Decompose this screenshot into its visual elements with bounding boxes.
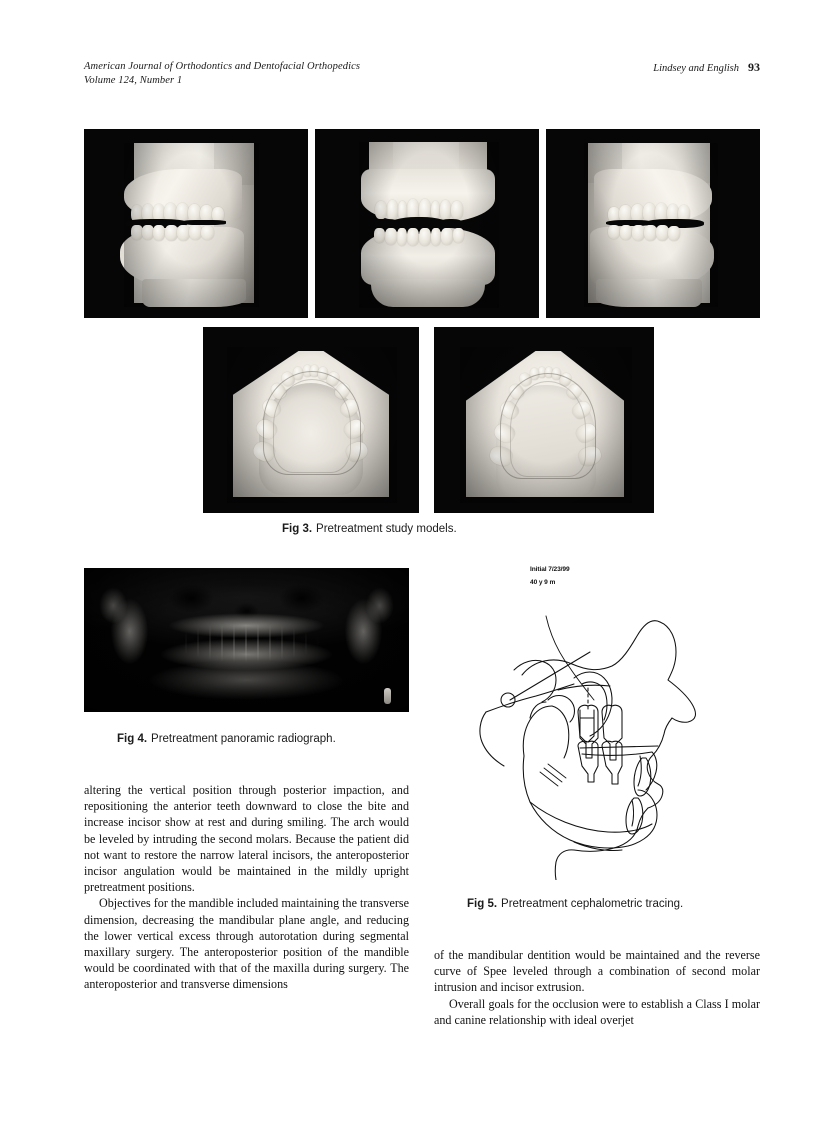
- volume-issue: Volume 124, Number 1: [84, 75, 183, 86]
- page-number: 93: [748, 60, 760, 74]
- running-head: [84, 60, 760, 92]
- fig5-label: Fig 5.: [467, 898, 498, 910]
- study-model-photo-left-lateral: [546, 129, 760, 318]
- running-head-left: [84, 60, 360, 88]
- fig3-caption-text: Pretreatment study models.: [316, 523, 457, 535]
- cephalometric-tracing-svg: [462, 560, 762, 880]
- right-paragraph-2: Overall goals for the occlusion were to establish a Class I molar and canine relationship with ideal overjet: [434, 996, 760, 1027]
- right-paragraph-1: of the mandibular dentition would be maintained and the reverse curve of Spee leveled through a combination of second molar intrusion and incisor extrusion.: [434, 948, 760, 995]
- fig4-caption: [117, 732, 336, 747]
- study-model-photo-right-lateral: [84, 129, 308, 318]
- ceph-annotation-initial: Initial 7/23/99: [530, 566, 570, 573]
- left-paragraph-2: Objectives for the mandible included maintaining the transverse dimension, decreasing the mandibular plane angle, and reducing the lower vertical excess through autorotation during segmental maxillary surgery. The anteroposterior position of the mandible would be coordinated with that of the maxilla during surgery. The anteroposterior and transverse dimensions: [84, 896, 409, 992]
- running-head-right: [653, 60, 760, 76]
- running-head-authors: Lindsey and English: [653, 63, 739, 74]
- study-model-photo-mandibular-occlusal: [434, 327, 654, 513]
- fig5-caption: [467, 897, 683, 912]
- journal-title: American Journal of Orthodontics and Dentofacial Orthopedics: [84, 61, 361, 72]
- left-text-column: [84, 782, 409, 993]
- right-text-column: [434, 947, 760, 1028]
- radiograph-side-marker: [384, 688, 391, 704]
- study-model-photo-maxillary-occlusal: [203, 327, 419, 513]
- fig3-label: Fig 3.: [282, 523, 313, 535]
- study-model-photo-frontal: [315, 129, 539, 318]
- fig5-caption-text: Pretreatment cephalometric tracing.: [501, 898, 684, 910]
- fig4-caption-text: Pretreatment panoramic radiograph.: [151, 733, 336, 745]
- panoramic-radiograph: [84, 568, 409, 712]
- left-paragraph-1: altering the vertical position through posterior impaction, and repositioning the anterior teeth downward to close the bite and increase incisor show at rest and during smiling. The arch would be leveled by intruding the second molars. Because the patient did not want to restore the narrow lateral incisors, the anteroposterior incisor angulation would be maintained in the mildly upright pretreatment positions.: [84, 783, 409, 895]
- fig4-label: Fig 4.: [117, 733, 148, 745]
- cephalometric-tracing: [462, 560, 762, 880]
- fig3-caption: [282, 522, 457, 537]
- ceph-annotation-age: 40 y 9 m: [530, 579, 556, 586]
